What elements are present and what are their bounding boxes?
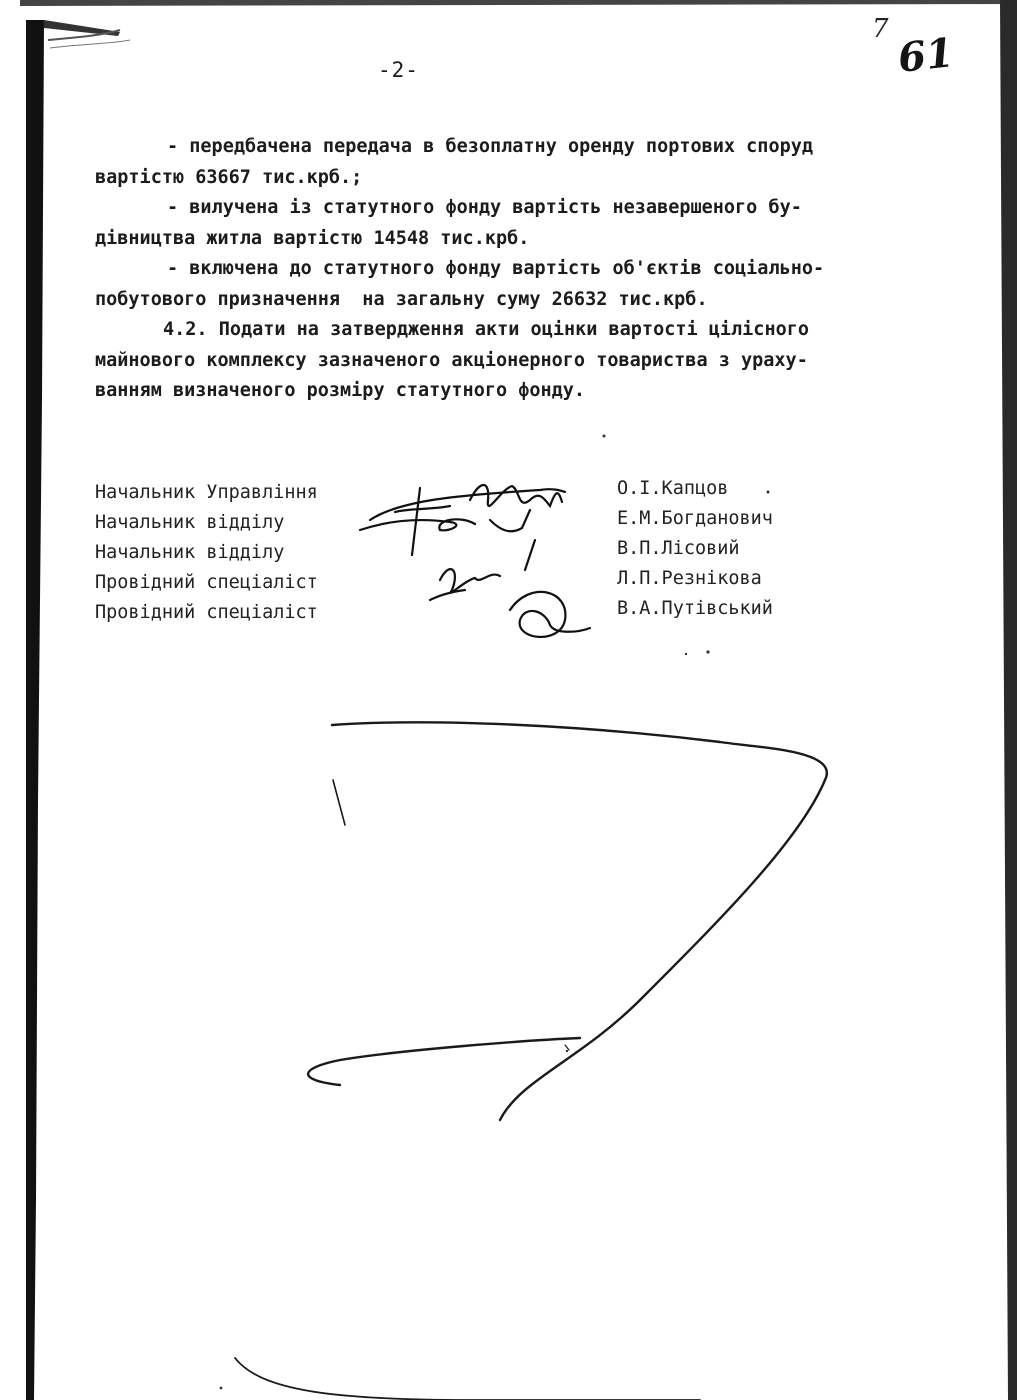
signatory-name: Л.П.Резнікова — [617, 568, 762, 589]
signatory-title: Начальник відділу — [95, 512, 285, 533]
body-line: - включена до статутного фонду вартість об'єктів соціально- — [167, 258, 825, 279]
signatory-title: Начальник Управління — [95, 482, 318, 503]
body-line: ванням визначеного розміру статутного фонду. — [95, 380, 586, 401]
corner-annotation-small: 7 — [872, 14, 889, 44]
body-line: майнового комплексу зазначеного акціонерного товариства з ураху- — [95, 349, 808, 371]
signatory-name: В.А.Путівський — [617, 598, 773, 619]
corner-annotation-large: 61 — [895, 29, 956, 82]
signatory-titles — [95, 478, 318, 628]
signatory-title: Провідний спеціаліст — [95, 602, 318, 623]
signatory-title: Провідний спеціаліст — [95, 572, 318, 593]
body-line: дівництва житла вартістю 14548 тис.крб. — [95, 227, 530, 249]
page-number: -2- — [378, 58, 419, 82]
signatory-name: О.І.Капцов — [617, 478, 729, 499]
body-text — [95, 132, 895, 407]
body-line: побутового призначення на загальну суму 26632 тис.крб. — [95, 288, 708, 310]
body-line: вартістю 63667 тис.крб.; — [95, 166, 363, 188]
signatory-name: Е.М.Богданович — [617, 508, 773, 529]
body-line: - вилучена із статутного фонду вартість незавершеного бу- — [167, 197, 802, 218]
body-line: 4.2. Подати на затвердження акти оцінки вартості цілісного — [163, 319, 810, 340]
handwritten-signatures — [340, 460, 620, 660]
body-line: - передбачена передача в безоплатну оренду портових споруд — [167, 136, 814, 157]
signatory-name: В.П.Лісовий — [617, 538, 740, 559]
signatory-title: Начальник відділу — [95, 542, 285, 563]
z-cancel-mark — [200, 700, 860, 1400]
signatory-names — [617, 474, 773, 624]
